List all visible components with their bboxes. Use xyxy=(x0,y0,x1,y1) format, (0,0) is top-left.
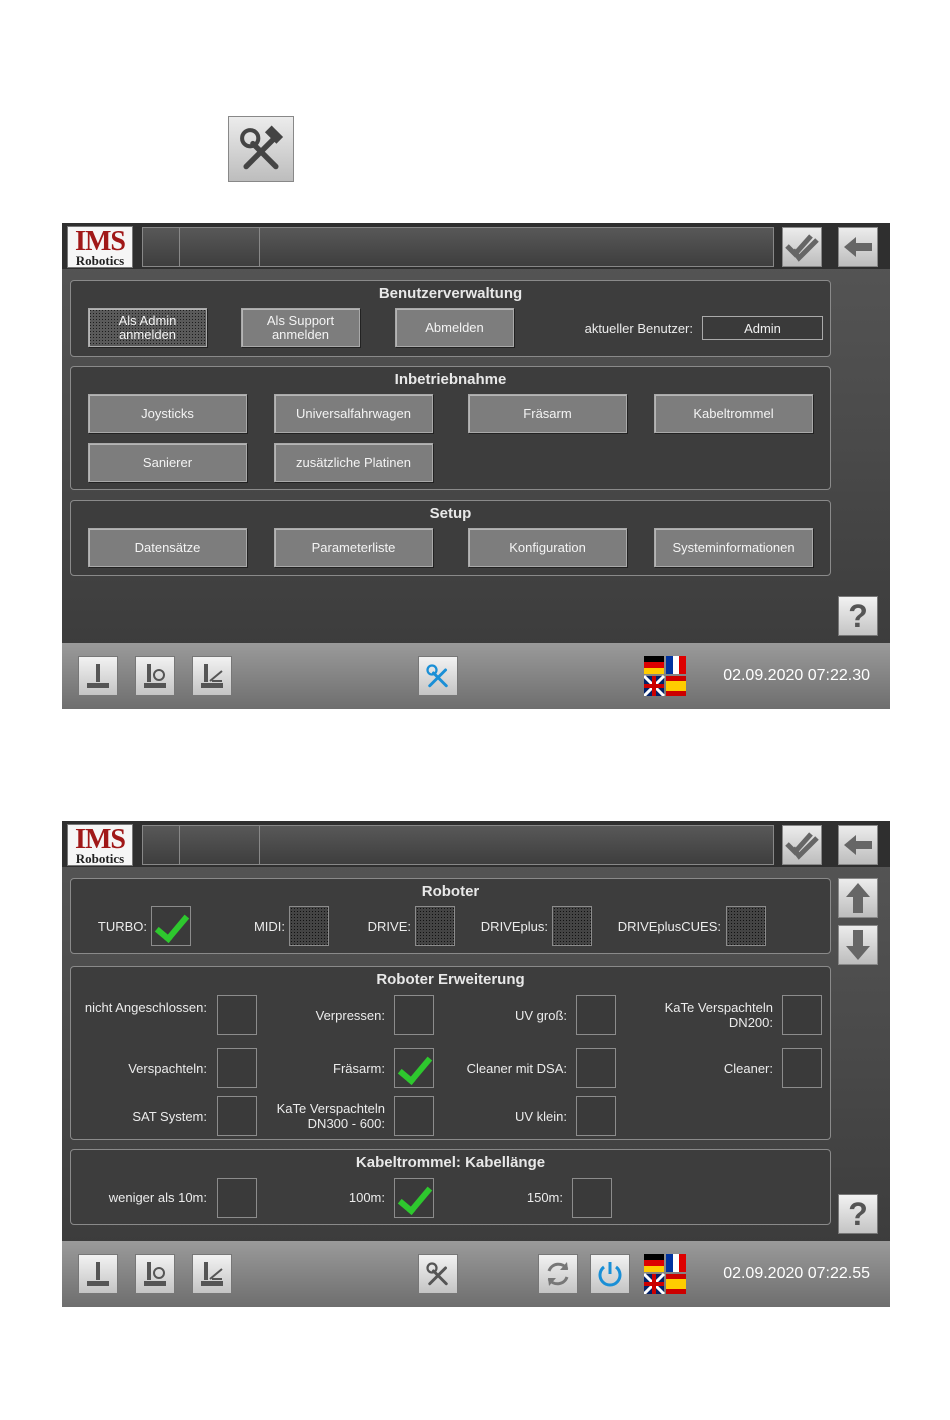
tools-icon[interactable] xyxy=(418,656,458,696)
drive-label: DRIVE: xyxy=(367,919,411,934)
parameterliste-button[interactable]: Parameterliste xyxy=(274,528,433,567)
midi-checkbox[interactable] xyxy=(289,906,329,946)
panel-kabeltrommel xyxy=(70,1149,831,1225)
login-support-button[interactable]: Als Support anmelden xyxy=(241,308,360,347)
panel-title: Roboter Erweiterung xyxy=(376,971,525,988)
top-bar xyxy=(62,821,890,867)
tools-icon xyxy=(228,116,294,182)
driveplus-label: DRIVEplus: xyxy=(480,919,548,934)
fraesarm-checkbox[interactable] xyxy=(394,1048,434,1088)
sat-system-checkbox[interactable] xyxy=(217,1096,257,1136)
title-bar xyxy=(142,825,774,865)
kate-dn300-label: KaTe Verspachteln DN300 - 600: xyxy=(276,1101,385,1131)
kabeltrommel-button[interactable]: Kabeltrommel xyxy=(654,394,813,433)
arrow-up-icon xyxy=(844,881,872,915)
logout-button[interactable]: Abmelden xyxy=(395,308,514,347)
arrow-down-icon xyxy=(844,928,872,962)
ims-logo: IMS Robotics xyxy=(67,226,133,268)
sanierer-button[interactable]: Sanierer xyxy=(88,443,247,482)
bottom-bar xyxy=(62,643,890,709)
cable-150m-label: 150m: xyxy=(526,1190,563,1205)
panel-title: Kabeltrommel: Kabellänge xyxy=(355,1154,546,1171)
turbo-checkbox[interactable] xyxy=(151,906,191,946)
joystick-target-icon[interactable] xyxy=(135,656,175,696)
datetime-display: 02.09.2020 07:22.55 xyxy=(723,1265,870,1282)
cable-100m-label: 100m: xyxy=(348,1190,385,1205)
cleaner-checkbox[interactable] xyxy=(782,1048,822,1088)
panel-title: Setup xyxy=(429,505,472,522)
confirm-button[interactable] xyxy=(782,825,822,865)
login-admin-button[interactable]: Als Admin anmelden xyxy=(88,308,207,347)
arrow-left-icon xyxy=(842,235,874,259)
joystick-icon[interactable] xyxy=(78,1254,118,1294)
panel-benutzerverwaltung xyxy=(70,280,831,357)
back-button[interactable] xyxy=(838,825,878,865)
joystick-icon[interactable] xyxy=(78,656,118,696)
kate-dn300-checkbox[interactable] xyxy=(394,1096,434,1136)
systeminformationen-button[interactable]: Systeminformationen xyxy=(654,528,813,567)
cleaner-label: Cleaner: xyxy=(723,1061,773,1076)
uv-gross-checkbox[interactable] xyxy=(576,995,616,1035)
verpressen-checkbox[interactable] xyxy=(394,995,434,1035)
zusaetzliche-platinen-button[interactable]: zusätzliche Platinen xyxy=(274,443,433,482)
settings-screen-2 xyxy=(62,821,890,1307)
cable-150m-checkbox[interactable] xyxy=(572,1178,612,1218)
panel-title: Inbetriebnahme xyxy=(394,371,507,388)
top-bar xyxy=(62,223,890,269)
bottom-bar xyxy=(62,1241,890,1307)
nicht-angeschlossen-label: nicht Angeschlossen: xyxy=(84,1000,207,1015)
cleaner-dsa-checkbox[interactable] xyxy=(576,1048,616,1088)
language-flags-icon[interactable] xyxy=(644,1254,686,1294)
title-bar xyxy=(142,227,774,267)
back-button[interactable] xyxy=(838,227,878,267)
verspachteln-label: Verspachteln: xyxy=(128,1061,207,1076)
settings-screen-1 xyxy=(62,223,890,709)
uv-gross-label: UV groß: xyxy=(514,1008,567,1023)
kate-dn200-label: KaTe Verspachteln DN200: xyxy=(664,1000,773,1030)
panel-title: Roboter xyxy=(421,883,480,900)
current-user-label: aktueller Benutzer: xyxy=(584,321,693,336)
power-icon[interactable] xyxy=(590,1254,630,1294)
nicht-angeschlossen-checkbox[interactable] xyxy=(217,995,257,1035)
panel-setup xyxy=(70,500,831,576)
fraesarm-label: Fräsarm: xyxy=(333,1061,385,1076)
joystick-target-icon[interactable] xyxy=(135,1254,175,1294)
refresh-icon[interactable] xyxy=(538,1254,578,1294)
cable-100m-checkbox[interactable] xyxy=(394,1178,434,1218)
driveplus-checkbox[interactable] xyxy=(552,906,592,946)
joysticks-button[interactable]: Joysticks xyxy=(88,394,247,433)
current-user-field: Admin xyxy=(702,316,823,340)
joystick-angle-icon[interactable] xyxy=(192,1254,232,1294)
language-flags-icon[interactable] xyxy=(644,656,686,696)
tools-icon[interactable] xyxy=(418,1254,458,1294)
scroll-down-button[interactable] xyxy=(838,925,878,965)
double-check-icon xyxy=(785,830,819,860)
fraesarm-button[interactable]: Fräsarm xyxy=(468,394,627,433)
uv-klein-label: UV klein: xyxy=(514,1109,567,1124)
midi-label: MIDI: xyxy=(253,919,285,934)
verspachteln-checkbox[interactable] xyxy=(217,1048,257,1088)
confirm-button[interactable] xyxy=(782,227,822,267)
panel-roboter xyxy=(70,878,831,954)
panel-roboter-erweiterung xyxy=(70,966,831,1140)
cable-under-10m-label: weniger als 10m: xyxy=(108,1190,207,1205)
cable-under-10m-checkbox[interactable] xyxy=(217,1178,257,1218)
ims-logo: IMS Robotics xyxy=(67,824,133,866)
arrow-left-icon xyxy=(842,833,874,857)
cleaner-dsa-label: Cleaner mit DSA: xyxy=(466,1061,567,1076)
datetime-display: 02.09.2020 07:22.30 xyxy=(723,667,870,684)
kate-dn200-checkbox[interactable] xyxy=(782,995,822,1035)
drivepluscues-label: DRIVEplusCUES: xyxy=(617,919,721,934)
panel-title: Benutzerverwaltung xyxy=(378,285,523,302)
uv-klein-checkbox[interactable] xyxy=(576,1096,616,1136)
panel-inbetriebnahme xyxy=(70,366,831,490)
universalfahrwagen-button[interactable]: Universalfahrwagen xyxy=(274,394,433,433)
help-button[interactable]: ? xyxy=(838,596,878,636)
joystick-angle-icon[interactable] xyxy=(192,656,232,696)
verpressen-label: Verpressen: xyxy=(315,1008,385,1023)
double-check-icon xyxy=(785,232,819,262)
sat-system-label: SAT System: xyxy=(132,1109,207,1124)
help-button[interactable]: ? xyxy=(838,1194,878,1234)
scroll-up-button[interactable] xyxy=(838,878,878,918)
drivepluscues-checkbox[interactable] xyxy=(726,906,766,946)
konfiguration-button[interactable]: Konfiguration xyxy=(468,528,627,567)
drive-checkbox[interactable] xyxy=(415,906,455,946)
datensaetze-button[interactable]: Datensätze xyxy=(88,528,247,567)
turbo-label: TURBO: xyxy=(97,919,147,934)
